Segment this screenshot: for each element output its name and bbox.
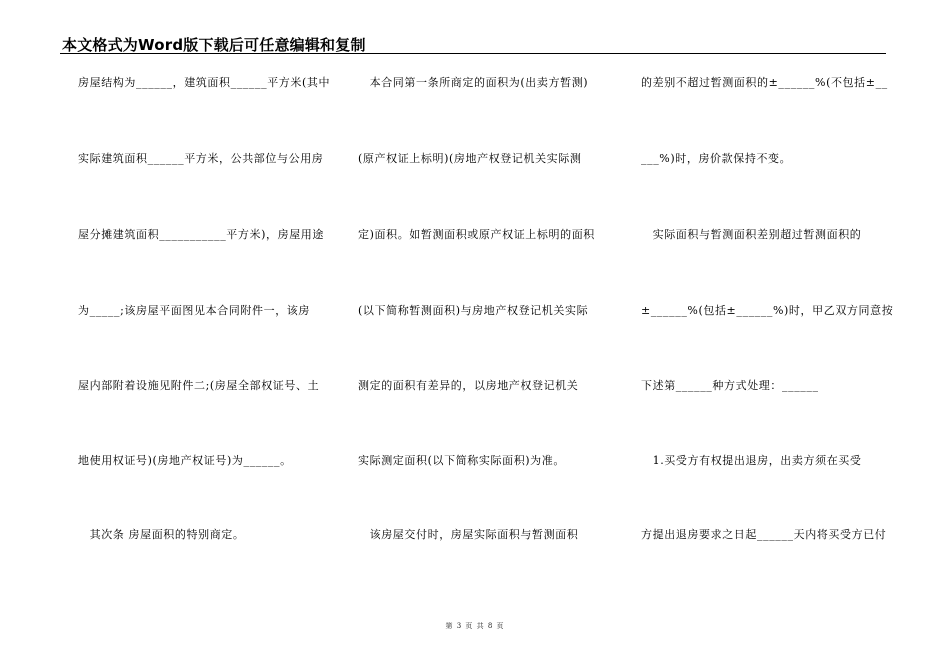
document-header-title: 本文格式为Word版下载后可任意编辑和复制 xyxy=(62,36,366,54)
text-line: 屋分摊建筑面积___________平方米)，房屋用途 xyxy=(78,228,324,241)
text-line: 实际面积与暂测面积差别超过暂测面积的 xyxy=(641,228,862,241)
text-line: (以下简称暂测面积)与房地产权登记机关实际 xyxy=(358,304,589,317)
text-line: 的差别不超过暂测面积的±______%(不包括±__ xyxy=(641,76,888,89)
text-line: (原产权证上标明)(房地产权登记机关实际测 xyxy=(358,152,582,165)
text-line: 测定的面积有差异的，以房地产权登记机关 xyxy=(358,379,579,392)
text-line: 该房屋交付时，房屋实际面积与暂测面积 xyxy=(358,528,579,541)
text-line: 为_____;该房屋平面图见本合同附件一，该房 xyxy=(78,304,311,317)
text-line: 房屋结构为______，建筑面积______平方米(其中 xyxy=(78,76,331,89)
text-line: ___%)时，房价款保持不变。 xyxy=(641,152,792,165)
text-line: 实际测定面积(以下简称实际面积)为准。 xyxy=(358,454,565,467)
page-number: 第 3 页 共 8 页 xyxy=(445,622,505,630)
section-heading: 其次条 房屋面积的特别商定。 xyxy=(78,528,245,541)
text-line: 下述第______种方式处理：______ xyxy=(641,379,819,392)
text-line: 1.买受方有权提出退房，出卖方须在买受 xyxy=(641,454,862,467)
text-line: 实际建筑面积______平方米，公共部位与公用房 xyxy=(78,152,324,165)
text-line: ±______%(包括±______%)时，甲乙双方同意按 xyxy=(641,304,894,317)
text-line: 屋内部附着设施见附件二;(房屋全部权证号、土 xyxy=(78,379,320,392)
text-line: 本合同第一条所商定的面积为(出卖方暂测) xyxy=(358,76,589,89)
text-line: 定)面积。如暂测面积或原产权证上标明的面积 xyxy=(358,228,595,241)
text-line: 方提出退房要求之日起______天内将买受方已付 xyxy=(641,528,887,541)
header-divider xyxy=(60,53,886,54)
text-line: 地使用权证号)(房地产权证号)为______。 xyxy=(78,454,292,467)
